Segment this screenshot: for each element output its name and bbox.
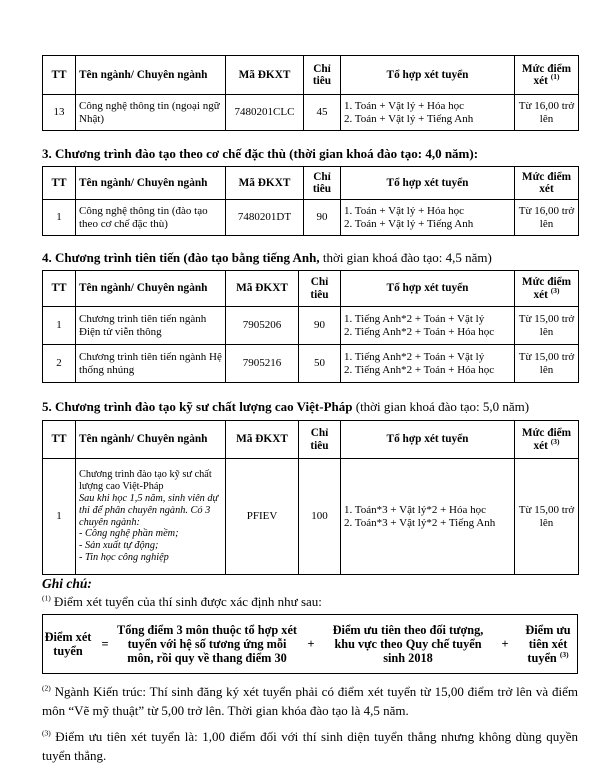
cell-score: Từ 16,00 trở lên — [515, 95, 579, 131]
note-1: $^{(1)}$ Điểm xét tuyển của thí sinh được xác định như sau: — [42, 593, 322, 609]
header-tt: TT — [43, 271, 76, 307]
header-name: Tên ngành/ Chuyên ngành — [76, 56, 226, 95]
cell-code: PFIEV — [226, 459, 299, 575]
cell-quota: 100 — [299, 459, 341, 575]
header-name: Tên ngành/ Chuyên ngành — [76, 271, 226, 307]
header-score: Mức điểm xét — [515, 167, 579, 200]
header-quota: Chỉ tiêu — [299, 271, 341, 307]
header-code: Mã ĐKXT — [226, 421, 299, 459]
table-row — [43, 345, 579, 383]
table-row — [43, 307, 579, 345]
table-row — [43, 200, 579, 236]
note-2: $^{(2)}$ Ngành Kiến trúc: Thí sinh đăng ký xét tuyển phải có điểm xét tuyển từ 15,00 điểm trở lên và điểm môn “Vẽ mỹ thuật” từ 5,00 trở lên. Thời gian khóa đào tạo là 4,5 năm. — [42, 683, 578, 718]
cell-combo: 1. Toán + Vật lý + Hóa học 2. Toán + Vật lý + Tiếng Anh — [341, 95, 515, 131]
table-section-4 — [42, 270, 579, 383]
header-score: Mức điểm xét $^{(1)}$ — [515, 56, 579, 95]
cell-combo: 1. Tiếng Anh*2 + Toán + Vật lý 2. Tiếng Anh*2 + Toán + Hóa học — [341, 345, 515, 383]
formula-bonus-score: Điểm ưu tiên xét tuyển $^{(3)}$ — [525, 623, 571, 665]
formula-subject-score: Tổng điểm 3 môn thuộc tổ hợp xét tuyển với hệ số tương ứng mỗi môn, rồi quy về thang điểm 30 — [117, 623, 298, 665]
cell-code: 7905206 — [226, 307, 299, 345]
formula-equals: = — [101, 637, 109, 651]
header-score: Mức điểm xét $^{(3)}$ — [515, 421, 579, 459]
header-combo: Tổ hợp xét tuyển — [341, 56, 515, 95]
formula-priority-score: Điểm ưu tiên theo đối tượng, khu vực theo Quy chế tuyển sinh 2018 — [332, 623, 484, 665]
cell-score: Từ 16,00 trở lên — [515, 200, 579, 236]
header-code: Mã ĐKXT — [226, 56, 304, 95]
header-score: Mức điểm xét $^{(3)}$ — [515, 271, 579, 307]
table-row — [43, 95, 579, 131]
note-3: $^{(3)}$ Điểm ưu tiên xét tuyển là: 1,00 điểm đối với thí sinh diện tuyển thẳng nhưng không dùng quyền tuyển thẳng. — [42, 728, 578, 763]
cell-code: 7905216 — [226, 345, 299, 383]
header-combo: Tổ hợp xét tuyển — [341, 167, 515, 200]
table-row — [43, 459, 579, 575]
section-5-title: 5. Chương trình đào tạo kỹ sư chất lượng cao Việt-Pháp (thời gian khoá đào tạo: 5,0 năm) — [42, 399, 530, 414]
header-name: Tên ngành/ Chuyên ngành — [76, 167, 226, 200]
cell-quota: 45 — [304, 95, 341, 131]
cell-quota: 50 — [299, 345, 341, 383]
cell-tt: 1 — [43, 200, 76, 236]
cell-quota: 90 — [304, 200, 341, 236]
table-program-13 — [42, 55, 579, 131]
header-tt: TT — [43, 56, 76, 95]
cell-tt: 2 — [43, 345, 76, 383]
section-4-title: 4. Chương trình tiên tiến (đào tạo bằng tiếng Anh, thời gian khoá đào tạo: 4,5 năm) — [42, 250, 492, 265]
cell-score: Từ 15,00 trở lên — [515, 345, 579, 383]
cell-combo: 1. Toán*3 + Vật lý*2 + Hóa học 2. Toán*3 + Vật lý*2 + Tiếng Anh — [341, 459, 515, 575]
cell-combo: 1. Toán + Vật lý + Hóa học 2. Toán + Vật lý + Tiếng Anh — [341, 200, 515, 236]
header-tt: TT — [43, 167, 76, 200]
table-section-5 — [42, 420, 579, 575]
cell-tt: 1 — [43, 307, 76, 345]
header-combo: Tổ hợp xét tuyển — [341, 271, 515, 307]
table-section-3 — [42, 166, 579, 236]
header-quota: Chỉ tiêu — [304, 56, 341, 95]
cell-name: Công nghệ thông tin (ngoại ngữ Nhật) — [76, 95, 226, 131]
notes-heading: Ghi chú: — [42, 576, 92, 591]
header-code: Mã ĐKXT — [226, 167, 304, 200]
header-code: Mã ĐKXT — [226, 271, 299, 307]
formula-total: Điểm xét tuyển — [44, 630, 92, 658]
cell-name: Chương trình tiên tiến ngành Hệ thống nhúng — [76, 345, 226, 383]
cell-combo: 1. Tiếng Anh*2 + Toán + Vật lý 2. Tiếng Anh*2 + Toán + Hóa học — [341, 307, 515, 345]
header-quota: Chỉ tiêu — [304, 167, 341, 200]
cell-score: Từ 15,00 trở lên — [515, 459, 579, 575]
score-formula-box — [42, 614, 578, 674]
cell-code: 7480201DT — [226, 200, 304, 236]
header-quota: Chỉ tiêu — [299, 421, 341, 459]
cell-quota: 90 — [299, 307, 341, 345]
cell-name: Công nghệ thông tin (đào tạo theo cơ chế đặc thù) — [76, 200, 226, 236]
header-name: Tên ngành/ Chuyên ngành — [76, 421, 226, 459]
cell-name: Chương trình tiên tiến ngành Điện tử viễn thông — [76, 307, 226, 345]
cell-name: Chương trình đào tạo kỹ sư chất lượng cao Việt-Pháp Sau khi học 1,5 năm, sinh viên dự thi để phân chuyên ngành. Có 3 chuyên ngành: - Công nghệ phần mềm; - Sản xuất tự động; - Tin học công nghiệp — [76, 459, 226, 575]
section-3-title: 3. Chương trình đào tạo theo cơ chế đặc thù (thời gian khoá đào tạo: 4,0 năm): — [42, 146, 479, 161]
formula-plus-1: + — [307, 637, 315, 651]
header-combo: Tổ hợp xét tuyển — [341, 421, 515, 459]
header-tt: TT — [43, 421, 76, 459]
cell-tt: 13 — [43, 95, 76, 131]
cell-score: Từ 15,00 trở lên — [515, 307, 579, 345]
cell-tt: 1 — [43, 459, 76, 575]
formula-plus-2: + — [501, 637, 509, 651]
cell-code: 7480201CLC — [226, 95, 304, 131]
